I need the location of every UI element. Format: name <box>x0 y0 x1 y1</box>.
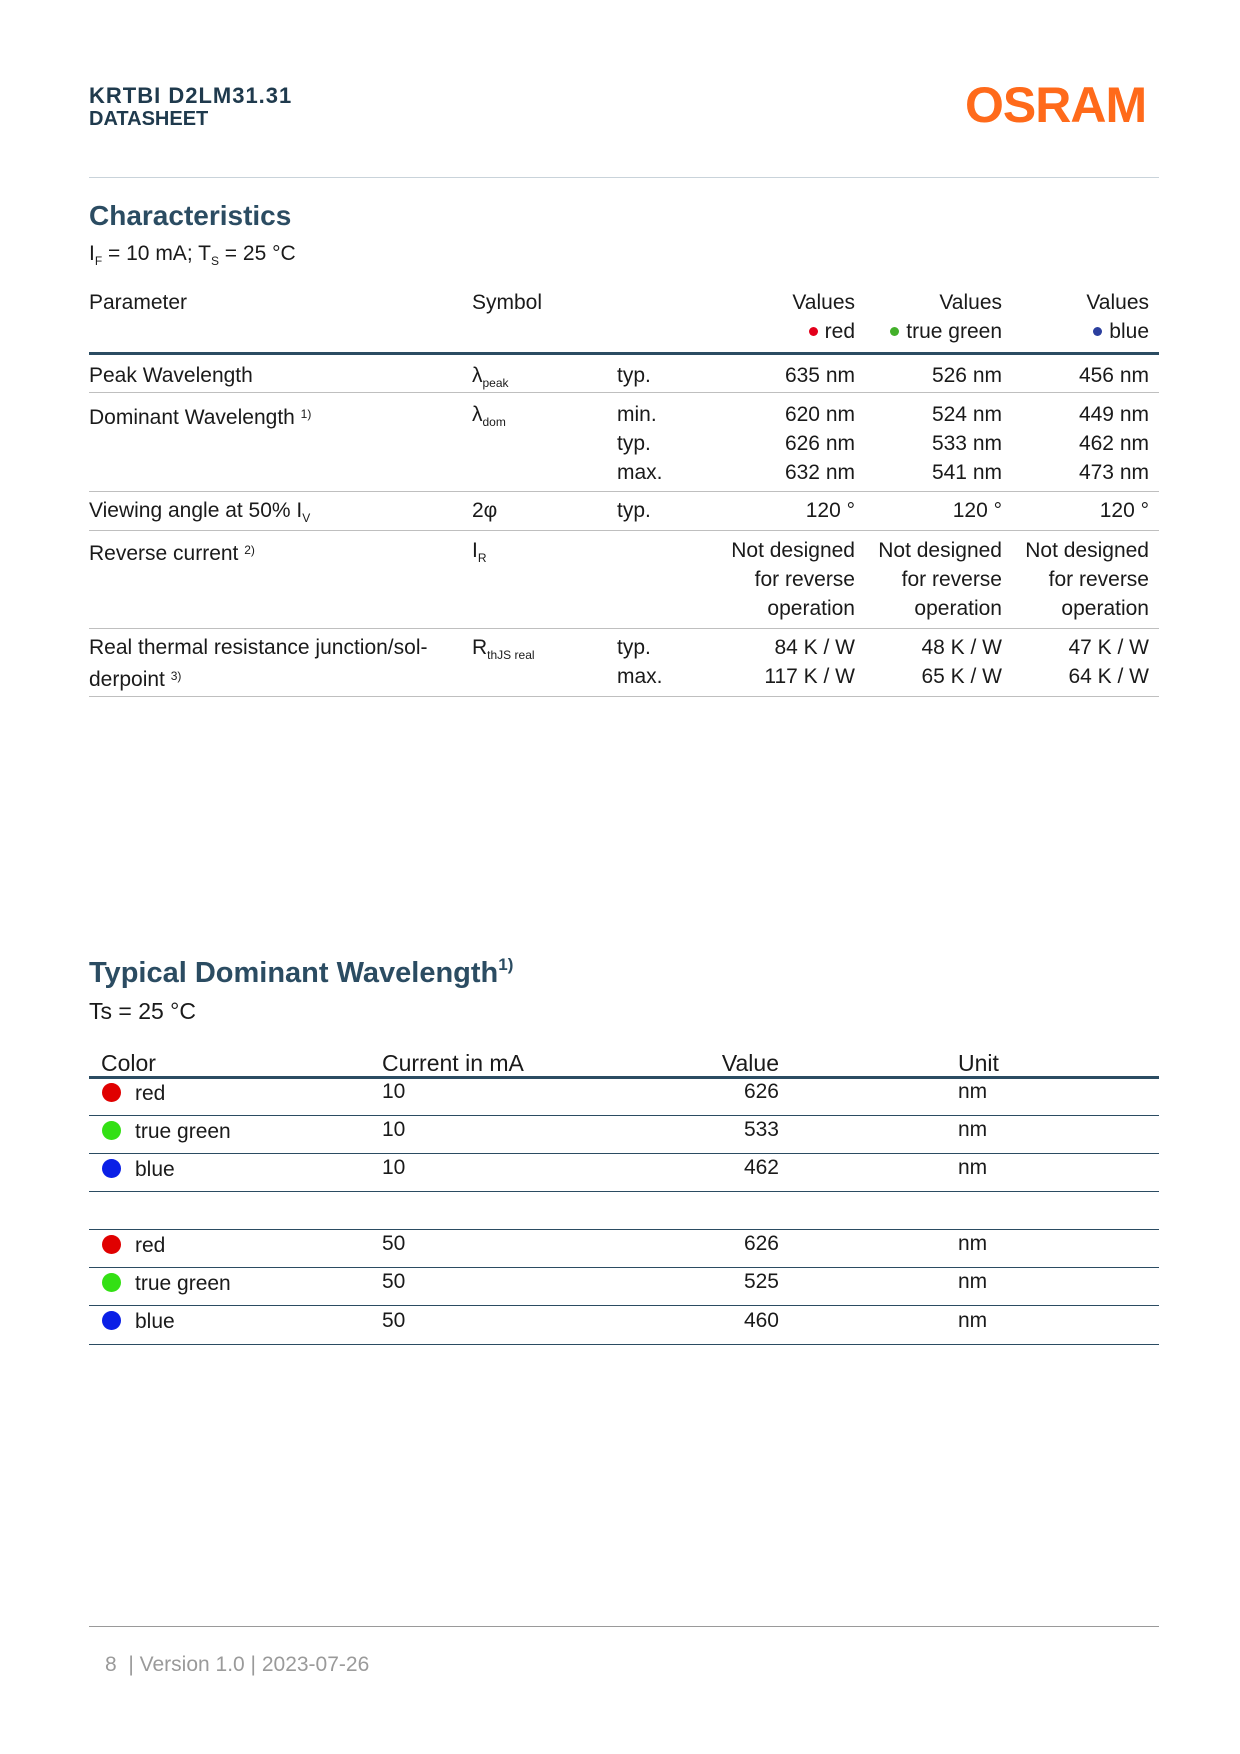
typ-row-value: 626 <box>743 1080 779 1103</box>
typ-header-unit: Unit <box>958 1050 999 1076</box>
row-divider <box>89 628 1159 629</box>
typ-row-unit: nm <box>958 1080 988 1103</box>
row-rev-green-2: for reverse <box>901 568 1002 591</box>
col-header-symbol: Symbol <box>472 291 543 314</box>
row-peak-qual: typ. <box>617 364 651 387</box>
row-therm-green-typ: 48 K / W <box>921 636 1002 659</box>
document-type: DATASHEET <box>89 108 209 130</box>
row-dom-blue-typ: 462 nm <box>1078 432 1149 455</box>
row-peak-blue: 456 nm <box>1078 364 1149 387</box>
row-divider <box>89 392 1159 393</box>
typ-row-current: 50 <box>382 1309 406 1332</box>
row-rev-red-2: for reverse <box>754 568 855 591</box>
table-header-rule <box>89 352 1159 355</box>
row-view-green: 120 ° <box>952 499 1002 522</box>
row-view-blue: 120 ° <box>1099 499 1149 522</box>
typical-title: Typical Dominant Wavelength$^{1)}$ <box>89 955 514 989</box>
row-peak-symbol: $\lambda_{peak}$ <box>472 364 509 390</box>
row-therm-red-typ: 84 K / W <box>774 636 855 659</box>
typ-row-value: 462 <box>743 1156 779 1179</box>
typ-row-value: 533 <box>743 1118 779 1141</box>
typ-row-divider <box>89 1115 1159 1116</box>
typ-row-unit: nm <box>958 1309 988 1332</box>
typ-row-current: 10 <box>382 1118 406 1141</box>
header-divider <box>89 177 1159 178</box>
row-divider <box>89 530 1159 531</box>
typ-row-unit: nm <box>958 1156 988 1179</box>
row-therm-red-max: 117 K / W <box>764 665 855 688</box>
red-color-dot-icon <box>102 1235 121 1254</box>
table-bottom-rule <box>89 696 1159 697</box>
row-view-red: 120 ° <box>805 499 855 522</box>
typ-row-divider <box>89 1191 1159 1192</box>
typ-row-current: 50 <box>382 1232 406 1255</box>
row-dom-green-max: 541 nm <box>931 461 1002 484</box>
characteristics-title: Characteristics <box>89 200 292 231</box>
green-color-dot-icon <box>102 1273 121 1292</box>
typ-row-color: red <box>135 1234 166 1257</box>
typ-header-color: Color <box>101 1050 156 1076</box>
row-dom-blue-min: 449 nm <box>1078 403 1149 426</box>
row-therm-qual-max: max. <box>617 665 663 688</box>
row-peak-name: Peak Wavelength <box>89 364 253 387</box>
row-dom-green-typ: 533 nm <box>931 432 1002 455</box>
row-dom-blue-max: 473 nm <box>1078 461 1149 484</box>
row-dom-red-typ: 626 nm <box>784 432 855 455</box>
typ-row-current: 10 <box>382 1156 406 1179</box>
row-dom-qual-typ: typ. <box>617 432 651 455</box>
row-view-qual: typ. <box>617 499 651 522</box>
row-therm-name-1: Real thermal resistance junction/sol- <box>89 636 428 659</box>
row-rev-blue-2: for reverse <box>1048 568 1149 591</box>
osram-logo: OSRAM <box>965 77 1147 133</box>
row-therm-symbol: $R_{thJS real}$ <box>472 636 535 662</box>
typ-row-divider <box>89 1267 1159 1268</box>
row-view-symbol: 2φ <box>472 499 498 522</box>
row-peak-green: 526 nm <box>931 364 1002 387</box>
row-dom-qual-max: max. <box>617 461 663 484</box>
blue-dot-icon <box>1093 327 1102 336</box>
row-therm-name-2: derpoint $^{3)}$ <box>89 668 182 691</box>
product-name: KRTBI D2LM31.31 <box>89 83 293 108</box>
green-dot-icon <box>890 327 899 336</box>
row-divider <box>89 491 1159 492</box>
row-dom-green-min: 524 nm <box>931 403 1002 426</box>
typ-row-color: true green <box>135 1120 231 1143</box>
typ-row-current: 10 <box>382 1080 406 1103</box>
typ-row-color: blue <box>135 1158 175 1181</box>
typ-header-current: Current in mA <box>382 1050 524 1076</box>
green-color-dot-icon <box>102 1121 121 1140</box>
row-dom-symbol: $\lambda_{dom}$ <box>472 403 506 429</box>
typ-row-divider <box>89 1153 1159 1154</box>
red-dot-icon <box>809 327 818 336</box>
characteristics-condition: $I_F = 10$ mA; $T_S = 25$ °C <box>89 242 296 268</box>
footer-divider <box>89 1626 1159 1627</box>
row-rev-symbol: $I_R$ <box>472 539 487 565</box>
col-header-values-red: Values <box>792 291 855 314</box>
red-color-dot-icon <box>102 1083 121 1102</box>
blue-color-dot-icon <box>102 1159 121 1178</box>
footer <box>105 1653 369 1677</box>
row-dom-red-min: 620 nm <box>784 403 855 426</box>
typ-row-unit: nm <box>958 1232 988 1255</box>
col-header-blue: blue <box>1093 317 1149 346</box>
typ-row-color: red <box>135 1082 166 1105</box>
typ-row-value: 525 <box>743 1270 779 1293</box>
page-number: 8 <box>105 1653 117 1676</box>
typ-header-value: Value <box>721 1050 779 1076</box>
row-rev-red-1: Not designed <box>731 539 855 562</box>
row-rev-name: Reverse current $^{2)}$ <box>89 542 255 565</box>
typ-group-divider <box>89 1229 1159 1230</box>
row-rev-green-1: Not designed <box>878 539 1002 562</box>
typical-condition: Ts = 25 °C <box>89 998 196 1024</box>
row-peak-red: 635 nm <box>784 364 855 387</box>
version-date: | Version 1.0 | 2023-07-26 <box>128 1653 370 1676</box>
typ-row-current: 50 <box>382 1270 406 1293</box>
row-therm-green-max: 65 K / W <box>921 665 1002 688</box>
row-dom-qual-min: min. <box>617 403 657 426</box>
row-dom-red-max: 632 nm <box>784 461 855 484</box>
typ-header-rule <box>89 1076 1159 1079</box>
typ-row-value: 460 <box>743 1309 779 1332</box>
typ-row-color: blue <box>135 1310 175 1333</box>
row-rev-red-3: operation <box>767 597 855 620</box>
typ-row-unit: nm <box>958 1270 988 1293</box>
row-dom-name: Dominant Wavelength $^{1)}$ <box>89 406 312 429</box>
row-therm-blue-typ: 47 K / W <box>1068 636 1149 659</box>
col-header-red: red <box>809 317 855 346</box>
row-therm-qual-typ: typ. <box>617 636 651 659</box>
col-header-values-green: Values <box>939 291 1002 314</box>
row-rev-green-3: operation <box>914 597 1002 620</box>
col-header-green: true green <box>890 317 1002 346</box>
row-therm-blue-max: 64 K / W <box>1068 665 1149 688</box>
col-header-values-blue: Values <box>1086 291 1149 314</box>
typ-row-divider <box>89 1305 1159 1306</box>
col-header-parameter: Parameter <box>89 291 188 314</box>
typ-row-color: true green <box>135 1272 231 1295</box>
row-rev-blue-3: operation <box>1061 597 1149 620</box>
typ-row-unit: nm <box>958 1118 988 1141</box>
typ-table-bottom-rule <box>89 1344 1159 1345</box>
row-rev-blue-1: Not designed <box>1025 539 1149 562</box>
row-view-name: Viewing angle at 50% $I_V$ <box>89 499 311 525</box>
blue-color-dot-icon <box>102 1311 121 1330</box>
typ-row-value: 626 <box>743 1232 779 1255</box>
